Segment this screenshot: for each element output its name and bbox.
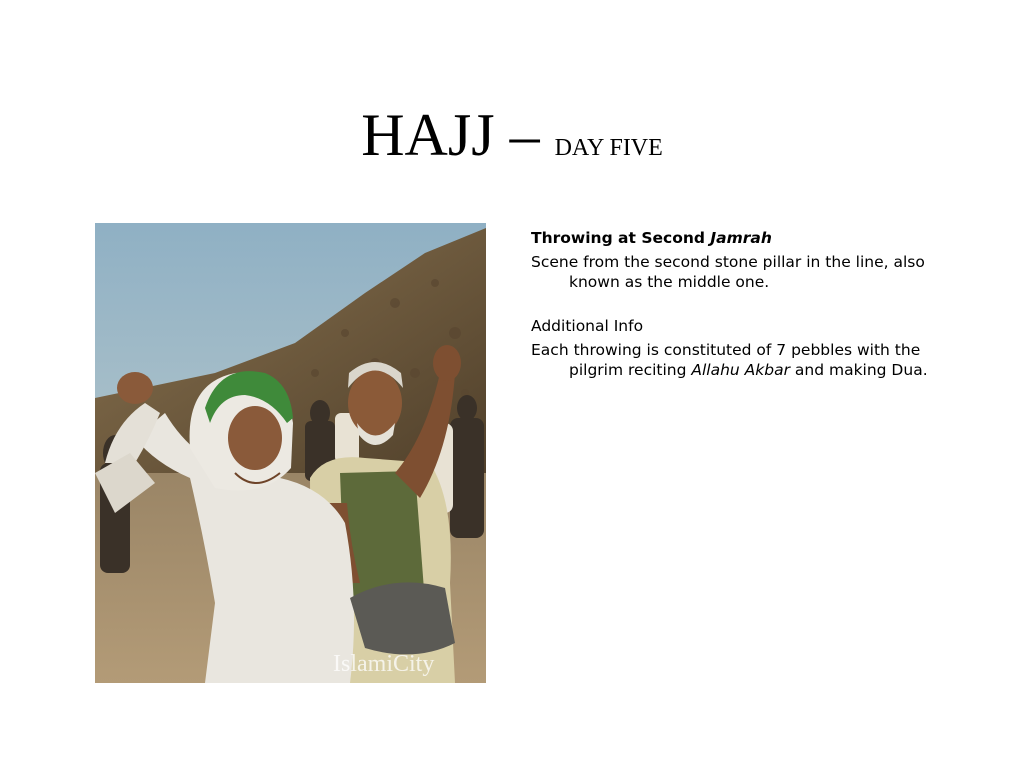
section-body-throwing: Scene from the second stone pillar in the line, also known as the middle one. — [531, 253, 925, 291]
body-text-start: Each throwing is constituted of 7 pebbles with the pilgrim reciting — [531, 341, 921, 379]
watermark-text: IslamiCity — [333, 651, 435, 677]
text-panel — [531, 228, 951, 384]
slide-title — [0, 100, 1024, 183]
spacer — [531, 296, 951, 316]
title-subtitle: DAY FIVE — [554, 135, 663, 161]
heading-plain: Throwing at Second — [531, 229, 711, 247]
pilgrims-photo — [95, 223, 486, 683]
section-heading-additional-info: Additional Info — [531, 317, 644, 335]
title-dash: – — [509, 102, 540, 168]
body-text-end: and making Dua. — [789, 361, 928, 379]
title-main: HAJJ — [361, 102, 495, 168]
section-body-additional-info — [531, 340, 951, 380]
body-text-italic: Allahu Akbar — [691, 361, 790, 379]
section-heading-throwing — [531, 228, 951, 248]
heading-italic: Jamrah — [710, 229, 772, 247]
